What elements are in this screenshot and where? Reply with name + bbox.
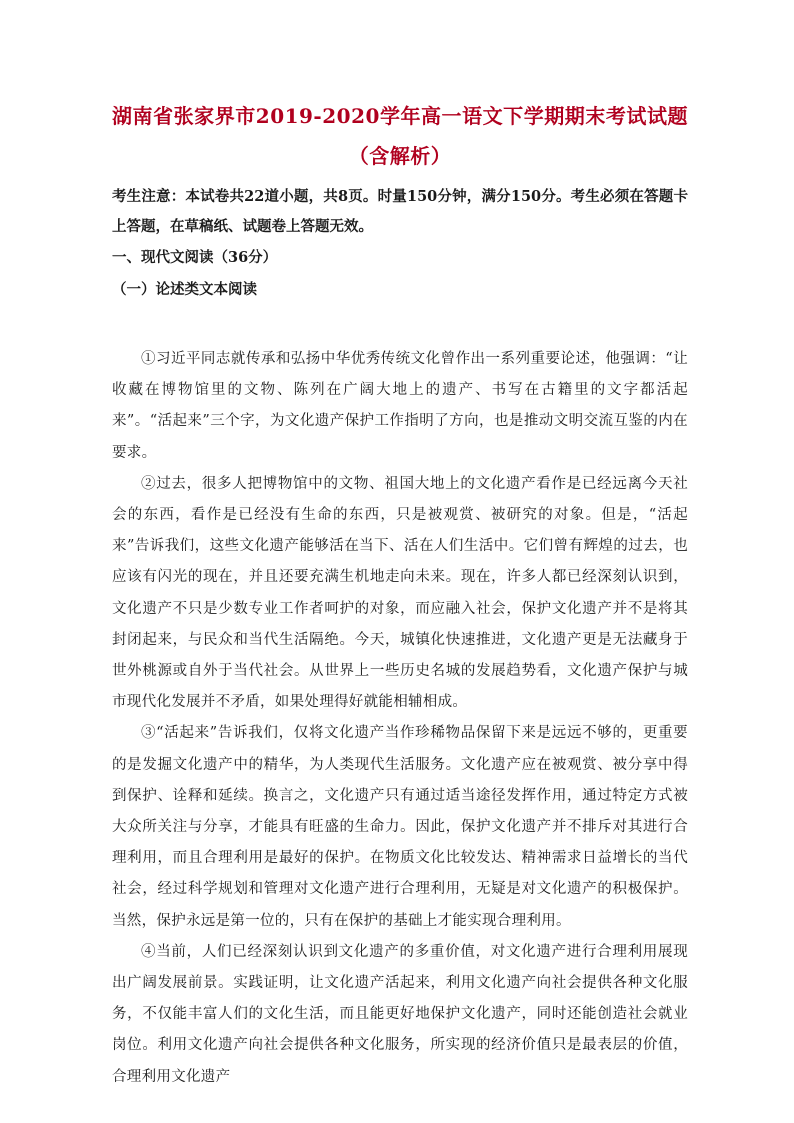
- document-title: 湖南省张家界市2019-2020学年高一语文下学期期末考试试题（含解析）: [112, 104, 688, 168]
- blank-space: [112, 306, 688, 344]
- body-paragraph-3: ③“活起来”告诉我们，仅将文化遗产当作珍稀物品保留下来是远远不够的，更重要的是发掘文化遗产中的精华，为人类现代生活服务。文化遗产应在被观赏、被分享中得到保护、诠释和延续。换言之，文化遗产只有通过适当途径发挥作用，通过特定方式被大众所关注与分享，才能具有旺盛的生命力。因此，保护文化遗产并不排斥对其进行合理利用，而且合理利用是最好的保护。在物质文化比较发达、精神需求日益增长的当代社会，经过科学规划和管理对文化遗产进行合理利用，无疑是对文化遗产的积极保护。当然，保护永远是第一位的，只有在保护的基础上才能实现合理利用。: [112, 725, 688, 929]
- section-heading: 一、现代文阅读（36分）: [112, 249, 278, 266]
- body-paragraph-2: ②过去，很多人把博物馆中的文物、祖国大地上的文化遗产看作是已经远离今天社会的东西，看作是已经没有生命的东西，只是被观赏、被研究的对象。但是，“活起来”告诉我们，这些文化遗产能够活在当下、活在人们生活中。它们曾有辉煌的过去，也应该有闪光的现在，并且还要充满生机地走向未来。现在，许多人都已经深刻认识到，文化遗产不只是少数专业工作者呵护的对象，而应融入社会，保护文化遗产并不是将其封闭起来，与民众和当代生活隔绝。今天，城镇化快速推进，文化遗产更是无法藏身于世外桃源或自外于当代社会。从世界上一些历史名城的发展趋势看，文化遗产保护与城市现代化发展并不矛盾，如果处理得好就能相辅相成。: [112, 475, 688, 711]
- body-paragraph-1: ①习近平同志就传承和弘扬中华优秀传统文化曾作出一系列重要论述，他强调：“让收藏在博物馆里的文物、陈列在广阔大地上的遗产、书写在古籍里的文字都活起来”。“活起来”三个字，为文化遗产保护工作指明了方向，也是推动文明交流互鉴的内在要求。: [112, 351, 688, 461]
- subsection-heading: （一）论述类文本阅读: [112, 281, 257, 298]
- exam-notice: 考生注意：本试卷共22道小题，共8页。时量150分钟，满分150分。考生必须在答题卡上答题，在草稿纸、试题卷上答题无效。: [112, 188, 688, 235]
- body-paragraph-4: ④当前，人们已经深刻认识到文化遗产的多重价值，对文化遗产进行合理利用展现出广阔发展前景。实践证明，让文化遗产活起来，利用文化遗产向社会提供各种文化服务，不仅能丰富人们的文化生活，而且能更好地保护文化遗产，同时还能创造社会就业岗位。利用文化遗产向社会提供各种文化服务，所实现的经济价值只是最表层的价值，合理利用文化遗产: [112, 943, 688, 1085]
- document-page: [112, 96, 688, 1093]
